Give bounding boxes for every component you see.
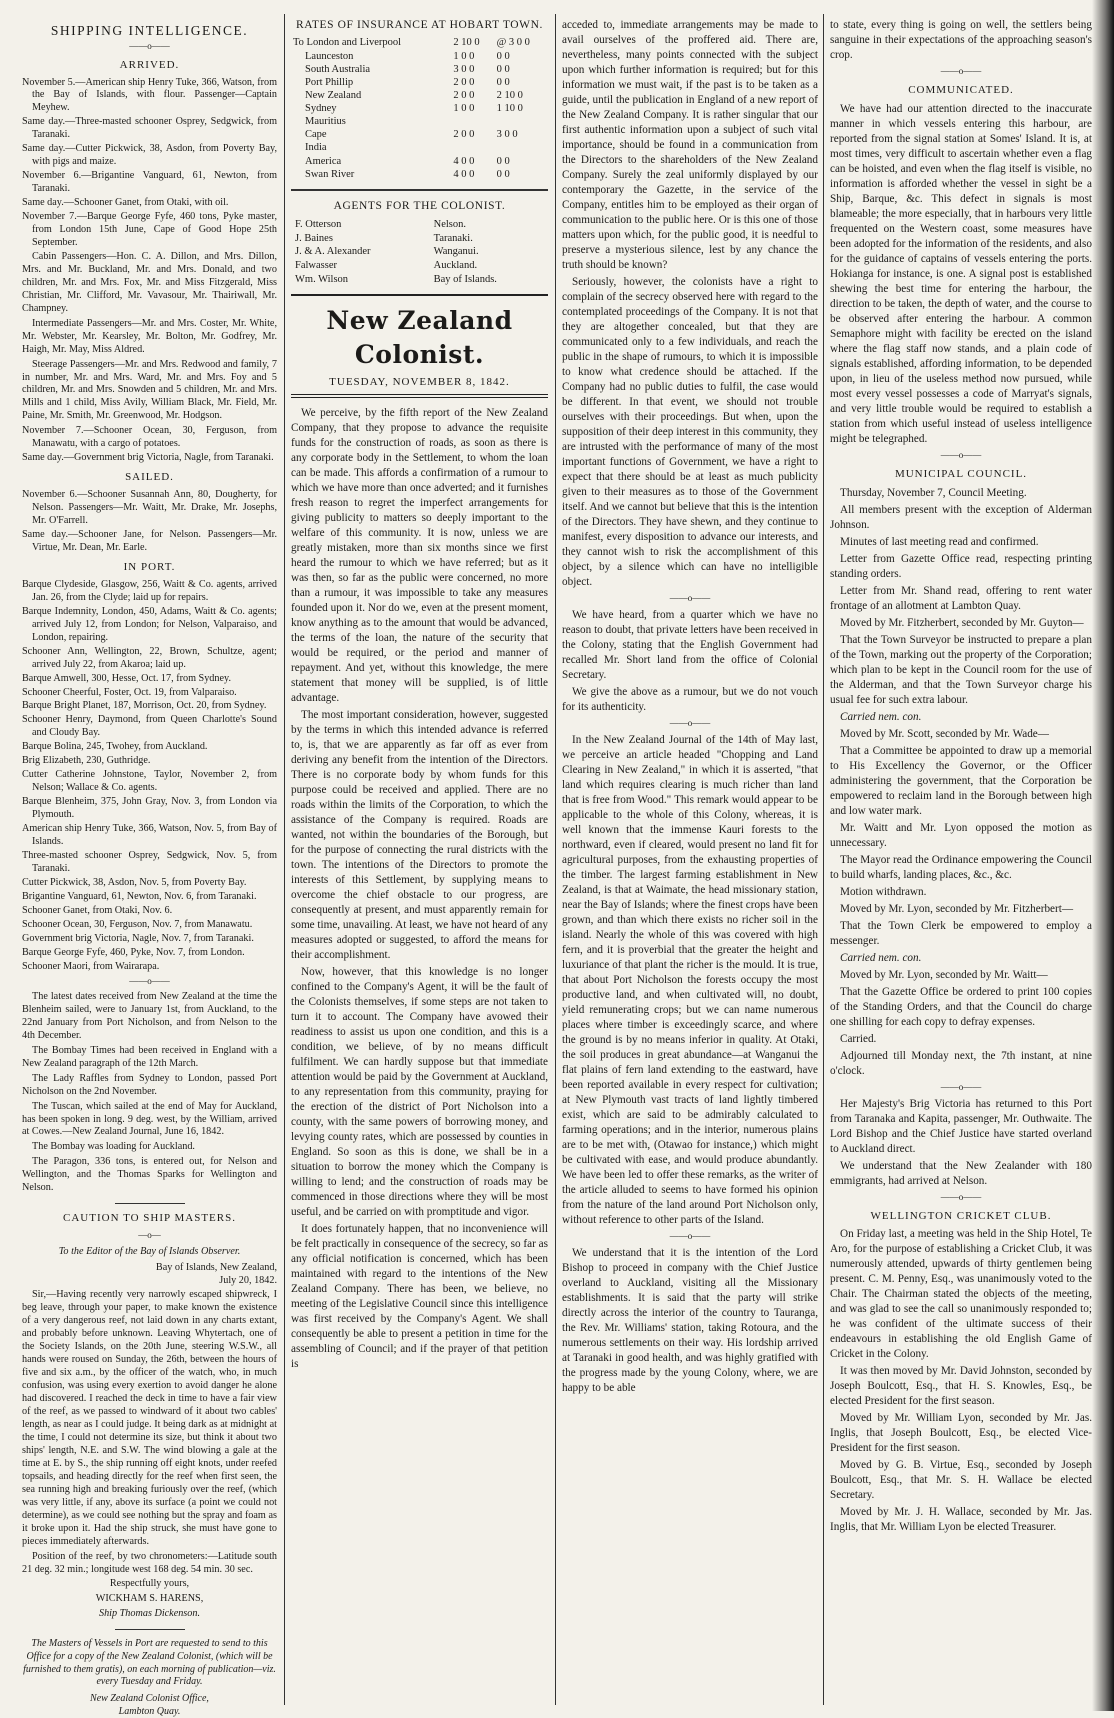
table-row — [291, 218, 548, 232]
binding-shadow — [1092, 0, 1114, 1711]
editorial-paragraph: Seriously, however, the colonists have a right to complain of the secrecy observed here with regard to the contemplated proceedings of the Company. It is not that they are altogether concealed, but that they are communicated only to a few individuals, and reach the public in the shape of rumours, to which it is impossible to know what credence should be attached. If the Company had no public duties to fulfil, the case would be different. In that event, we should not trouble ourselves with their proceedings. But when, upon the supposition of their deep interest in this community, they are intrusted with the performance of many of the most important functions of Government, we have a right to expect that there should be at least as much publicity given to their measures as to those of the Government itself. And we cannot but believe that this is the intention of the Directors. They have shewn, and they continue to manifest, every disposition to advance our interests, and they cannot wish to risk the accomplishment of this object, by a silence which can have no intelligible object. — [562, 276, 818, 588]
rate-place: Swan River — [305, 168, 355, 180]
divider — [115, 1203, 185, 1204]
list-item: Schooner Ganet, from Otaki, Nov. 6. — [22, 904, 173, 916]
sailed-heading: SAILED. — [125, 471, 174, 484]
ornament-divider: —o— — [138, 1230, 161, 1241]
table-row — [291, 245, 548, 259]
rate-high: 2 10 0 — [496, 89, 523, 101]
column-rule — [823, 14, 824, 1705]
table-row — [291, 115, 548, 128]
ornament-divider: ——o—— — [669, 593, 711, 603]
list-item: That the Town Clerk be empowered to employ a messenger. — [830, 919, 1092, 947]
list-item: Same day.—Three-masted schooner Osprey, Sedgwick, from Taranaki. — [22, 116, 277, 141]
list-item: Moved by Mr. Lyon, seconded by Mr. Fitzherbert— — [840, 902, 1074, 915]
list-item: Schooner Ann, Wellington, 22, Brown, Schultze, agent; arrived July 22, from Akaroa; laid up. — [22, 645, 277, 670]
list-item: Barque Blenheim, 375, John Gray, Nov. 3, from London via Plymouth. — [22, 796, 277, 821]
list-item: Cutter Pickwick, 38, Asdon, Nov. 5, from Poverty Bay. — [22, 876, 247, 888]
shipping-heading: SHIPPING INTELLIGENCE. — [50, 23, 249, 38]
list-item: Carried. — [840, 1032, 877, 1045]
list-item: November 6.—Schooner Susannah Ann, 80, Dougherty, for Nelson. Passengers—Mr. Waitt, Mr. Drake, Mr. Josephs, Mr. O'Farrell. — [22, 489, 277, 527]
rate-high: 1 10 0 — [496, 103, 523, 115]
table-row — [291, 128, 548, 141]
list-item: November 5.—American ship Henry Tuke, 366, Watson, from the Bay of Islands, with flour. Passenger—Captain Meyhew. — [22, 76, 277, 114]
list-item: Barque Clydeside, Glasgow, 256, Waitt & Co. agents, arrived Jan. 26, from the Clyde; laid up for repairs. — [22, 578, 277, 603]
sailed-list — [22, 489, 277, 555]
list-item: November 6.—Brigantine Vanguard, 61, Newton, from Taranaki. — [22, 170, 277, 195]
caution-addressee: To the Editor of the Bay of Islands Observer. — [58, 1245, 241, 1257]
caution-place: Bay of Islands, New Zealand, — [155, 1261, 277, 1273]
news-paragraph: The latest dates received from New Zealand at the time the Blenheim sailed, were to January 1st, from Auckland, to the 22nd January from Port Nicholson, and from Nelson to the 4th December. — [22, 990, 277, 1041]
bishop-paragraph: We understand that it is the intention of the Lord Bishop to proceed in company with the Chief Justice overland to Auckland, visiting all the Missionary establishments. It is said that the party will strike directly across the interior of the country to Tauranga, the Rev. Mr. Williams' station, taking Rotoura, and the numerous settlements on their way. His lordship arrived at Taranaki in good health, and was highly gratified with the progress made by the young Colony, where, we are happy to be able — [562, 1247, 818, 1395]
rate-low: 1 0 0 — [453, 103, 475, 115]
agent-place: Bay of Islands. — [433, 273, 497, 285]
rate-low: 3 0 0 — [453, 63, 475, 75]
list-item: Moved by Mr. Fitzherbert, seconded by Mr. Guyton— — [840, 616, 1084, 629]
caution-body: Sir,—Having recently very narrowly escaped shipwreck, I beg leave, through your paper, to make known the existence of a very dangerous reef, not laid down in any charts extant, and probably before unknown. Leaving Whytertach, one of the Society Islands, on the 20th June, steering W.S.W., all hands were roused on Sunday, the 26th, between the hours of five and six a.m., by the officer of the watch, who, in much confusion, was using every exertion to avoid danger he alone had discovered. I reached the deck in time to have a fair view of the reef, as we passed to windward of it about two cables' length, as near as I could judge. It being dark as at midnight at the time, I could not determine its size, but think it about two ships' length, N.E. and S.W. The wind blowing a gale at the time at E. by S., the ship running off eight knots, under reefed topsails, and heading directly for the reef when first seen, the sea running high and breaking furiously over the reef, (which was very little, if any, above its surface (a point we could not determine), as we could see nothing but the spray and foam as it broke upon it. Had the ship struck, she must have gone to pieces immediately afterwards. — [22, 1289, 277, 1547]
cricket-paragraph: Moved by Mr. William Lyon, seconded by Mr. Jas. Inglis, that Joseph Boulcott, Esq., be elected Vice-President for the first season. — [830, 1412, 1092, 1455]
arrived-list — [22, 77, 277, 466]
list-item: Minutes of last meeting read and confirmed. — [840, 535, 1039, 548]
list-item: Mr. Waitt and Mr. Lyon opposed the motion as unnecessary. — [830, 821, 1092, 849]
rate-low: 2 0 0 — [453, 89, 475, 101]
editorial-paragraph: acceded to, immediate arrangements may be made to avail ourselves of the proffered aid. There are, nevertheless, many points connected with the subject upon which further information is required; but for this information we must wait, if the past is to be taken as a guide, until the publication in England of a new report of the New Zealand Company. It is rather singular that our first authentic information upon a subject of such vital importance, should be found in a communication from the Directors to the shareholders of the New Zealand Company. Surely the zeal uniformly displayed by our contemporary the Gazette, in the service of the Company, entitles him to be employed as their organ of communication to the public here. Or is this one of those matters upon which, for the public good, it is needful to preserve a mysterious silence, lest by any chance the truth should be known? — [562, 19, 818, 271]
rate-place: Sydney — [305, 103, 337, 115]
list-item: Carried nem. con. — [840, 951, 922, 964]
cricket-heading: WELLINGTON CRICKET CLUB. — [870, 1209, 1052, 1222]
agents-heading: AGENTS FOR THE COLONIST. — [333, 199, 506, 212]
news-paragraph: The Paragon, 336 tons, is entered out, for Nelson and Wellington, and the Thomas Sparks for Wellington and Nelson. — [22, 1156, 277, 1194]
list-item: Moved by Mr. Lyon, seconded by Mr. Waitt— — [840, 968, 1048, 981]
list-item: Schooner Cheerful, Foster, Oct. 19, from Valparaiso. — [22, 686, 237, 698]
shipping-news — [22, 991, 277, 1195]
table-row — [291, 273, 548, 287]
journal-paragraph: In the New Zealand Journal of the 14th of May last, we perceive an article headed "Chopping and Land Clearing in New Zealand," in which it is asserted, "that land which requires clearing is much richer than land that is free from Wood." This remark would appear to be applicable to the whole of this Colony, whereas, it is well known that the immense Kauri forests to the northward, even if cleared, would present no land fit for agricultural purposes, from the exhausting properties of the timber. The largest farming establishment in New Zealand, is that at Waimate, the head missionary station, near the Bay of Islands; where the finest crops have been grown, and than which there exists no richer soil in the island. Nearly the whole of this was covered with high fern, and it is proverbial that the greater the height and luxuriance of that plant the richer is the mould. It is true, that about Port Nicholson the forests occupy the most productive land, and when cultivated will, no doubt, yield remunerating crops; but we can name numerous places where timber is exceedingly scarce, and where the ground is by no means inferior in quality. At Otaki, the soil produces in great abundance—at Wanganui the flat plains of fern land extending to the eastward, have been reported available in every respect for cultivation; at New Plymouth vast tracts of land lightly timbered exist, which are said to be admirably calculated to farming operations; and in the interior, numerous plains are to be met with, (Otawao for instance,) which might be cultivated with ease, and would produce abundantly. We have been led to offer these remarks, as the writer of the article alluded to seems to have formed his opinion from the nature of the land around Port Nicholson only, without reference to other parts of the Island. — [562, 734, 818, 1227]
editorial-paragraph: It does fortunately happen, that no inconvenience will be felt practically in consequence of the secrecy, so far as any official notification is concerned, which has been maintained with regard to the intentions of the New Zealand Company. There has been, we believe, no meeting of the Legislative Council since this intelligence was first received by the Company's Agent. We shall consequently be able to present a petition in time for the assembling of Council; and if the prayer of that petition is — [291, 1223, 548, 1371]
list-item: Letter from Gazette Office read, respecting printing standing orders. — [830, 552, 1092, 580]
caution-ship: Ship Thomas Dickenson. — [98, 1608, 201, 1620]
table-row — [291, 63, 548, 76]
victoria-paragraph: Her Majesty's Brig Victoria has returned to this Port from Taranaka and Kapita, passenger, Mr. Outhwaite. The Lord Bishop and the Chief Justice have started overland to Auckland direct. — [830, 1097, 1092, 1155]
list-item: The Mayor read the Ordinance empowering the Council to build wharfs, landing places, &c., &c. — [830, 853, 1092, 881]
list-item: Barque George Fyfe, 460, Pyke, Nov. 7, from London. — [22, 946, 245, 958]
rate-low: 2 0 0 — [453, 129, 475, 141]
list-item: Barque Indemnity, London, 450, Adams, Waitt & Co. agents; arrived July 12, from London; for Nelson, Valparaiso, and London, repairing. — [22, 605, 277, 643]
table-row — [291, 76, 548, 89]
agent-name: Wm. Wilson — [295, 273, 349, 285]
masters-notice: The Masters of Vessels in Port are requested to send to this Office for a copy of the New Zealand Colonist, (which will be furnished to them gratis), on each morning of publication—viz. every Tuesday and Friday. — [23, 1638, 276, 1688]
office-line: New Zealand Colonist Office, — [90, 1693, 209, 1705]
list-item: Barque Amwell, 300, Hesse, Oct. 17, from Sydney. — [22, 672, 231, 684]
column-local — [830, 18, 1092, 1703]
rate-high: 0 0 — [496, 63, 510, 75]
rate-low: 1 0 0 — [453, 50, 475, 62]
news-paragraph: The Lady Raffles from Sydney to London, passed Port Nicholson on the 2nd November. — [22, 1072, 277, 1097]
council-heading: MUNICIPAL COUNCIL. — [894, 467, 1028, 480]
column-rule — [555, 14, 556, 1705]
list-item: Steerage Passengers—Mr. and Mrs. Redwood and family, 7 in number, Mr. and Mrs. Ward, Mr. and Mrs. Foy and 5 children, Mr. and Mrs. Snowden and 5 children, Mr. and Mrs. Mills and 1 child, Miss Avily, William Black, Mr. Field, Mr. Paine, Mr. Smith, Mr. Greenwood, Mr. Hodgson. — [22, 358, 277, 422]
rumour-paragraph: We give the above as a rumour, but we do not vouch for its authenticity. — [562, 686, 818, 714]
list-item: Cabin Passengers—Hon. C. A. Dillon, and Mrs. Dillon, Mrs. and Mr. Buckland, Mr. and Mrs. Donald, and two children, Mr. and Mrs. Fox, Mr. and Miss Fitzgerald, Miss Christian, Mr. Clifford, Mr. Vavasour, Mr. Thairiwall, Mr. Champney. — [22, 250, 277, 314]
list-item: Schooner Henry, Daymond, from Queen Charlotte's Sound and Cloudy Bay. — [22, 714, 277, 739]
table-row — [291, 168, 548, 181]
table-row — [291, 232, 548, 246]
rate-place: India — [305, 142, 327, 154]
caution-position: Position of the reef, by two chronometers:—Latitude south 21 deg. 32 min.; longitude west 168 deg. 54 min. 30 sec. — [22, 1550, 277, 1575]
list-item: Same day.—Schooner Jane, for Nelson. Passengers—Mr. Virtue, Mr. Dean, Mr. Earle. — [22, 529, 277, 553]
agents-table — [291, 218, 548, 286]
list-item: Brig Elizabeth, 230, Guthridge. — [22, 755, 151, 767]
rate-high — [495, 141, 548, 154]
arrived-heading: ARRIVED. — [119, 58, 180, 71]
list-item: All members present with the exception of Alderman Johnson. — [830, 503, 1092, 531]
agent-name: J. & A. Alexander — [295, 246, 371, 258]
list-item: That the Gazette Office be ordered to print 100 copies of the Standing Orders, and that the Council do charge one shilling for each copy to defray expenses. — [830, 985, 1092, 1028]
office-place: Lambton Quay. — [118, 1705, 181, 1717]
zealander-paragraph: We understand that the New Zealander with 180 emmigrants, had arrived at Nelson. — [830, 1159, 1092, 1187]
caution-closing: Respectfully yours, — [109, 1578, 190, 1590]
rate-high: 0 0 — [496, 50, 510, 62]
list-item: Same day.—Schooner Ganet, from Otaki, with oil. — [22, 197, 229, 209]
list-item: Intermediate Passengers—Mr. and Mrs. Coster, Mr. White, Mr. Webster, Mr. Kearsley, Mr. Bolton, Mr. Godfrey, Mr. Haigh, Mr. May, Miss Aldred. — [22, 317, 277, 355]
agent-name: J. Baines — [295, 232, 333, 244]
list-item: November 7.—Barque George Fyfe, 460 tons, Pyke master, from London 15th June, Cape of Good Hope 25th September. — [22, 211, 277, 248]
communicated-heading: COMMUNICATED. — [908, 84, 1014, 97]
dateline: TUESDAY, NOVEMBER 8, 1842. — [329, 376, 510, 389]
in-port-heading: IN PORT. — [123, 560, 176, 573]
list-item: That the Town Surveyor be instructed to prepare a plan of the Town, marking out the property of the Corporation; which plan to be kept in the Council room for the use of the Alderman, and that the Town Surveyor charge his usual fee for such extra labour. — [830, 633, 1092, 706]
rate-place: Mauritius — [305, 116, 346, 128]
rate-high: 3 0 0 — [496, 129, 518, 141]
agent-place: Taranaki. — [433, 232, 473, 244]
ornament-divider: ——o—— — [940, 66, 982, 76]
table-row — [291, 155, 548, 168]
list-item: Letter from Mr. Shand read, offering to rent water frontage of an allotment at Lambton Quay. — [830, 584, 1092, 612]
intro-paragraph: to state, every thing is going on well, the settlers being sanguine in their expectations of the approaching season's crop. — [830, 19, 1092, 61]
cricket-paragraph: It was then moved by Mr. David Johnston, seconded by Joseph Boulcott, Esq., that H. S. Knowles, Esq., be elected President for the first season. — [830, 1365, 1092, 1408]
table-row — [291, 50, 548, 63]
caution-signature: WICKHAM S. HARENS, — [95, 1593, 204, 1605]
list-item: Brigantine Vanguard, 61, Newton, Nov. 6, from Taranaki. — [22, 890, 257, 902]
masthead: New Zealand Colonist. — [326, 306, 513, 369]
list-item: November 7.—Schooner Ocean, 30, Ferguson, from Manawatu, with a cargo of potatoes. — [22, 425, 277, 450]
agent-place: Wanganui. — [433, 246, 479, 258]
rate-place: To London and Liverpool — [293, 37, 402, 49]
rate-place: America — [305, 155, 342, 167]
caution-date: July 20, 1842. — [219, 1274, 277, 1286]
list-item: Motion withdrawn. — [840, 885, 927, 898]
cricket-paragraph: Moved by Mr. J. H. Wallace, seconded by Mr. Jas. Inglis, that Mr. William Lyon be elected Treasurer. — [830, 1506, 1092, 1534]
ornament-divider: ——o—— — [129, 975, 170, 986]
news-paragraph: The Bombay was loading for Auckland. — [32, 1141, 195, 1153]
editorial-paragraph: We perceive, by the fifth report of the New Zealand Company, that they propose to advance the requisite funds for the construction of roads, as soon as there is any corporate body in the Settlement, to whom the loan can be made. This affords a confirmation of a rumour to which we have more than once adverted; and it furnishes fresh reason to regret the imperfect arrangements for giving publicity to matters so deeply important to the welfare of this community. It is now, unless we are greatly mistaken, more than six months since we first heard the rumour to which we have referred; but as it was then, so far as the public were concerned, no more than a rumour, it was impossible to take any measures founded upon it. Nor do we, even at the present moment, know anything as to the amount that would be advanced, the terms of the loan, the nature of the security that would be required, or the period and manner of repayment. And yet, without this knowledge, the mere statement that money will be supplied, is of little advantage. — [291, 407, 548, 705]
agent-place: Auckland. — [433, 260, 478, 272]
ornament-divider: ——o—— — [669, 718, 711, 729]
agent-place: Nelson. — [433, 219, 467, 231]
rate-low: 4 0 0 — [453, 168, 475, 180]
list-item: Barque Bright Planet, 187, Morrison, Oct. 20, from Sydney. — [22, 700, 267, 712]
table-row — [291, 89, 548, 102]
table-row — [291, 259, 548, 273]
table-row — [291, 141, 548, 154]
rate-low: 2 0 0 — [453, 76, 475, 88]
divider — [291, 189, 548, 191]
column-editorial-continued — [562, 18, 818, 1703]
editorial-paragraph: The most important consideration, however, suggested by the terms in which this intended advance is referred to, is, that we are apparently as far off as ever from deriving any benefit from the intention of the Directors. There is no corporate body by whom funds for this purpose could be received and applied. There are no roads within the limits of the Corporation, to which the assistance of the Company is required. Roads are wanted, not within the boundaries of the Borough, but for the purpose of connecting the rural districts with the town. The intentions of the Directors to promote the interests of this Settlement, by supplying means to overcome the chief obstacle to our progress, are consequently at present, and must apparently remain for some time, unavailing. At least, we have not heard of any measures adopted or suggested, to afford the means for their accomplishment. — [291, 709, 548, 962]
list-item: That a Committee be appointed to draw up a memorial to His Excellency the Governor, or the Officer administering the government, that the Corporation be empowered to reclaim land in the Borough between high and low water mark. — [830, 744, 1092, 817]
list-item: Cutter Catherine Johnstone, Taylor, November 2, from Nelson; Wallace & Co. agents. — [22, 769, 277, 794]
rate-high: 0 0 — [496, 168, 510, 180]
list-item: Schooner Maori, from Wairarapa. — [22, 960, 160, 972]
ornament-divider: ——o—— — [940, 1191, 982, 1202]
ornament-divider: ——o—— — [940, 1081, 982, 1092]
rate-low — [451, 115, 494, 128]
rate-low: 2 10 0 — [453, 37, 480, 49]
rate-place: Port Phillip — [305, 76, 354, 88]
editorial-paragraph: Now, however, that this knowledge is no longer confined to the Company's Agent, it will be the fault of the Colonists themselves, if some steps are not taken to turn it to account. The Company have avowed their readiness to assist us upon one condition, and this is a condition, we believe, of by no means difficult fulfilment. We can hardly suppose but that immediate attention would be paid by the Government at Auckland, to any representation from this community, praying for the erection of the district of Port Nicholson into a county, with the same powers of borrowing money, and levying county rates, which are possessed by counties in England. So soon as this is done, we shall be in a situation to borrow the money which the Company is willing to lend; and the construction of roads may be commenced in those directions where they will be most useful, and be carried on with promptitude and vigor. — [291, 966, 548, 1219]
rate-place: New Zealand — [305, 89, 362, 101]
rate-place: South Australia — [305, 63, 371, 75]
ornament-divider: ——o—— — [940, 449, 982, 460]
ornament-divider: ——o—— — [129, 41, 170, 52]
column-rule — [284, 14, 285, 1705]
table-row — [291, 102, 548, 115]
rumour-paragraph: We have heard, from a quarter which we have no reason to doubt, that private letters have been received in the Colony, stating that the English Government had recalled Mr. Short land from the office of Colonial Secretary. — [562, 609, 818, 682]
masthead-rule — [291, 294, 548, 296]
rate-low: 4 0 0 — [453, 155, 475, 167]
table-row — [291, 36, 548, 49]
rate-low — [451, 141, 494, 154]
in-port-list — [22, 579, 277, 974]
rate-high: @ 3 0 0 — [496, 37, 530, 49]
rate-high: 0 0 — [496, 76, 510, 88]
divider — [115, 1629, 185, 1630]
list-item: Same day.—Government brig Victoria, Nagle, from Taranaki. — [22, 452, 274, 464]
communicated-paragraph: We have had our attention directed to the inaccurate manner in which vessels entering this harbour, are reported from the signal station at Somes' Island. It is, at most times, very difficult to ascertain whether even a flag can be hoisted, and even when the flag itself is visible, no information is afforded whether the vessel in sight be a Ship, Barque, &c. This defect in signals is most blameable; the more especially, that in harbours very little frequented on the Western coast, some measures have been adopted for the information of the residents, and also for the guidance of captains of vessels entering the ports. Hokianga for instance, is one. A signal post is established shewing the best time for entering the harbour, the direction to be taken, the depth of water, and the course to be observed after entering the harbour. A common Semaphore might with facility be erected on the island where the flag staff now stands, and a plain code of signals established, affording information, to be depended upon, in lieu of the useless method now pursued, while most every vessel possesses a code of Marryat's signals, and very little trouble would be required to establish a station from which useful instead of useless intelligence might be telegraphed. — [830, 102, 1092, 445]
masthead-rule — [291, 394, 548, 398]
council-minutes — [830, 503, 1092, 1079]
list-item: American ship Henry Tuke, 366, Watson, Nov. 5, from Bay of Islands. — [22, 823, 277, 847]
rate-high — [495, 115, 548, 128]
list-item: Barque Bolina, 245, Twohey, from Auckland. — [22, 741, 208, 753]
list-item: Adjourned till Monday next, the 7th instant, at nine o'clock. — [830, 1049, 1092, 1077]
list-item: Carried nem. con. — [840, 710, 922, 723]
rate-place: Launceston — [305, 50, 354, 62]
list-item: Government brig Victoria, Nagle, Nov. 7, from Taranaki. — [22, 932, 254, 944]
list-item: Schooner Ocean, 30, Ferguson, Nov. 7, from Manawatu. — [22, 918, 253, 930]
column-editorial — [291, 18, 548, 1703]
agent-name: Falwasser — [295, 260, 337, 272]
agent-name: F. Otterson — [295, 219, 342, 231]
ornament-divider: ——o—— — [669, 1231, 711, 1242]
caution-heading: CAUTION TO SHIP MASTERS. — [63, 1212, 236, 1225]
rate-place: Cape — [305, 129, 327, 141]
cricket-paragraph: Moved by G. B. Virtue, Esq., seconded by Joseph Boulcott, Esq., that Mr. S. H. Wallace be elected Secretary. — [830, 1459, 1092, 1502]
council-date: Thursday, November 7, Council Meeting. — [840, 486, 1027, 499]
list-item: Three-masted schooner Osprey, Sedgwick, Nov. 5, from Taranaki. — [22, 849, 277, 874]
rates-table — [291, 36, 548, 180]
column-shipping — [22, 18, 277, 1717]
rates-heading: RATES OF INSURANCE AT HOBART TOWN. — [296, 19, 543, 31]
list-item: Same day.—Cutter Pickwick, 38, Asdon, from Poverty Bay, with pigs and maize. — [22, 143, 277, 168]
rate-high: 0 0 — [496, 155, 510, 167]
news-paragraph: The Tuscan, which sailed at the end of May for Auckland, has been spoken in long. 9 deg. west, by the William, arrived at Cowes.—New Zealand Journal, June 16, 1842. — [22, 1100, 277, 1138]
list-item: Moved by Mr. Scott, seconded by Mr. Wade— — [840, 727, 1049, 740]
news-paragraph: The Bombay Times had been received in England with a New Zealand paragraph of the 12th March. — [22, 1044, 277, 1069]
cricket-paragraph: On Friday last, a meeting was held in the Ship Hotel, Te Aro, for the purpose of establishing a Cricket Club, it was numerously attended, upwards of thirty gentlemen being present. C. M. Penny, Esq., was unanimously voted to the Chair. The Chairman stated the objects of the meeting, and was glad to see the call so unanimously responded to; he was confident of the ultimate success of their endeavours in establishing the old English Game of Cricket in the Colony. — [830, 1228, 1092, 1361]
